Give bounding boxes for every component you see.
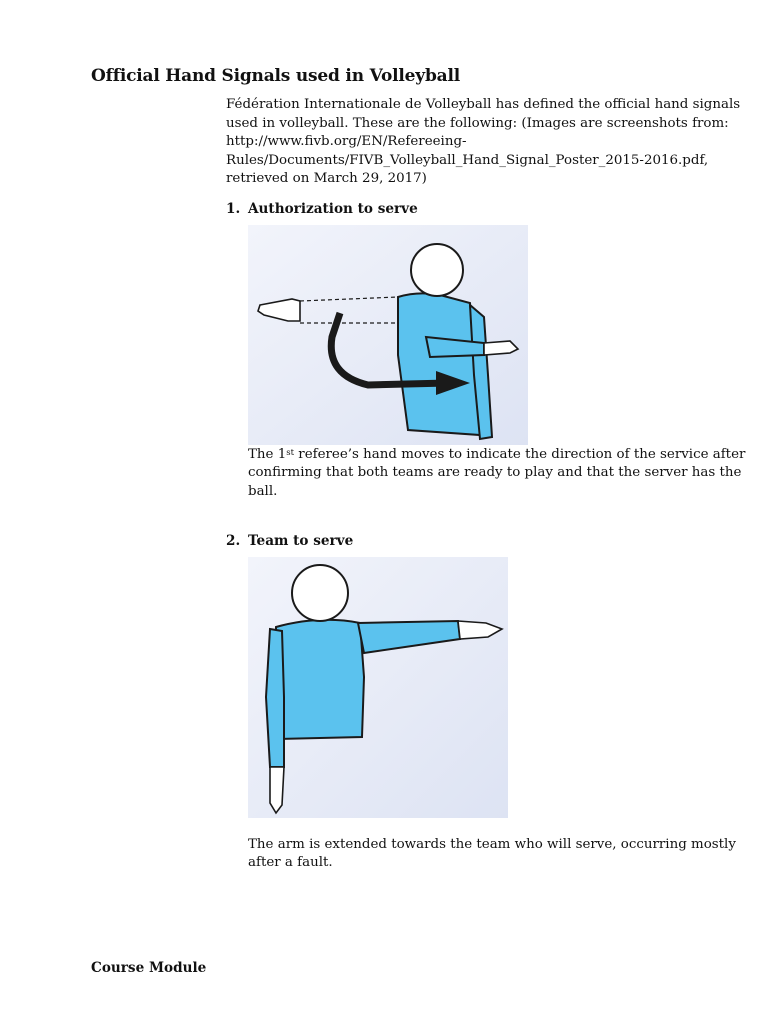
caption-line: after a fault. [248, 855, 333, 871]
caption-line: The arm is extended towards the team who will serve, occurring mostly [248, 837, 736, 852]
referee-head [292, 565, 348, 621]
referee-arm-down [266, 629, 284, 767]
referee-torso [398, 293, 480, 435]
intro-line: used in volleyball. These are the following: (Images are screenshots from: [226, 115, 729, 131]
authorization-to-serve-illustration [248, 225, 528, 445]
page-title: Official Hand Signals used in Volleyball [91, 66, 460, 86]
intro-line: http://www.fivb.org/EN/Refereeing- [226, 134, 467, 150]
caption-prefix: The 1 [248, 447, 287, 462]
section-title: Team to serve [248, 533, 354, 549]
authorization-caption [248, 446, 746, 501]
caption-line [248, 446, 746, 464]
intro-line: Fédération Internationale de Volleyball has defined the official hand signals [226, 97, 741, 112]
referee-head [411, 244, 463, 296]
team-to-serve-caption [248, 836, 736, 873]
caption-line: confirming that both teams are ready to play and that the server has the [248, 465, 742, 481]
referee-hand-down [270, 767, 284, 813]
section-heading-team-to-serve [226, 533, 353, 549]
section-number: 1. [226, 201, 241, 217]
footer-course-module: Course Module [91, 960, 207, 976]
caption-line: ball. [248, 483, 278, 499]
caption-superscript: st [286, 448, 295, 458]
caption-rest: referee’s hand moves to indicate the direction of the service after [294, 447, 746, 462]
intro-line: Rules/Documents/FIVB_Volleyball_Hand_Signal_Poster_2015-2016.pdf, [226, 152, 709, 168]
intro-paragraph [226, 96, 741, 189]
team-to-serve-illustration [248, 557, 508, 818]
section-title: Authorization to serve [248, 201, 418, 217]
section-heading-authorization [226, 201, 418, 217]
referee-torso [276, 620, 364, 739]
section-number: 2. [226, 533, 241, 549]
intro-line: retrieved on March 29, 2017) [226, 171, 427, 187]
